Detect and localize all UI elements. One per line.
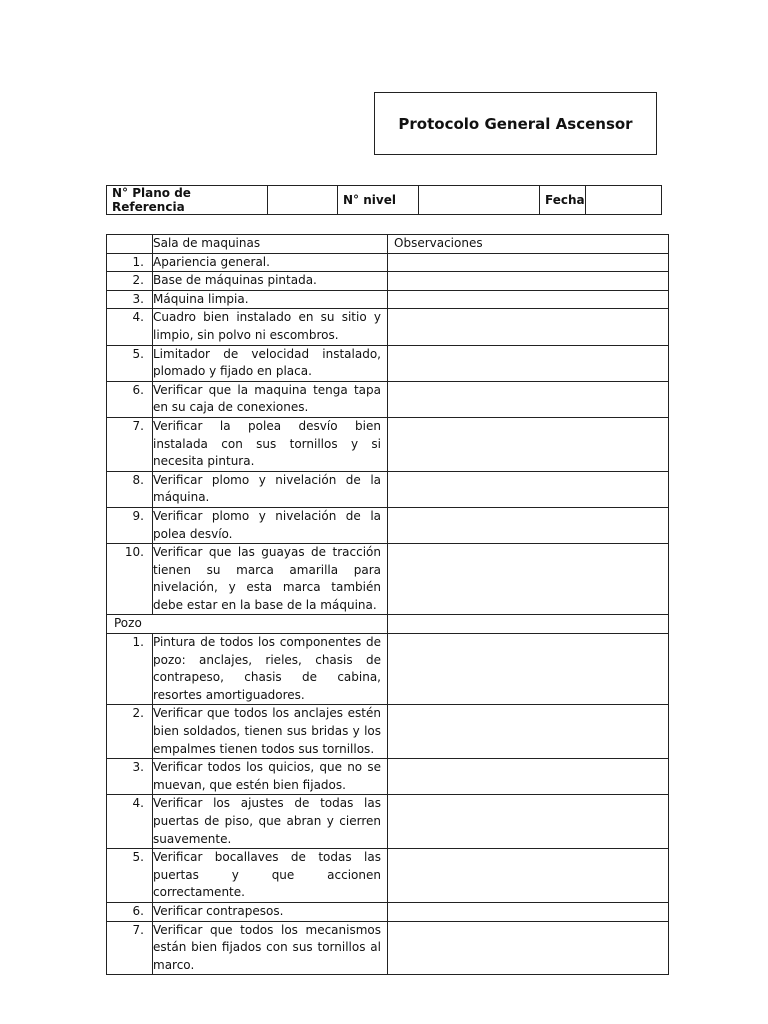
item-text: Verificar plomo y nivelación de la polea desvío. bbox=[153, 507, 388, 543]
item-text: Verificar que todos los anclajes estén bien soldados, tienen sus bridas y los empalmes tienen todos sus tornillos. bbox=[153, 705, 388, 759]
table-row bbox=[107, 471, 669, 507]
observation-cell[interactable] bbox=[388, 471, 669, 507]
table-row bbox=[107, 705, 669, 759]
plano-label: N° Plano de Referencia bbox=[107, 186, 268, 215]
table-row bbox=[107, 507, 669, 543]
observation-cell[interactable] bbox=[388, 902, 669, 921]
observation-cell[interactable] bbox=[388, 309, 669, 345]
item-number: 6. bbox=[107, 381, 153, 417]
observation-cell[interactable] bbox=[388, 795, 669, 849]
observation-cell[interactable] bbox=[388, 634, 669, 705]
table-row bbox=[107, 309, 669, 345]
observation-cell[interactable] bbox=[388, 290, 669, 309]
item-text: Máquina limpia. bbox=[153, 290, 388, 309]
item-text: Verificar que todos los mecanismos están bien fijados con sus tornillos al marco. bbox=[153, 921, 388, 975]
section-sala-body bbox=[107, 253, 669, 615]
item-number: 5. bbox=[107, 849, 153, 903]
item-number: 7. bbox=[107, 921, 153, 975]
item-number: 2. bbox=[107, 272, 153, 291]
nivel-value-field[interactable] bbox=[419, 186, 540, 215]
item-text: Limitador de velocidad instalado, plomado y fijado en placa. bbox=[153, 345, 388, 381]
title-text: Protocolo General Ascensor bbox=[398, 114, 633, 133]
table-row bbox=[107, 921, 669, 975]
observation-cell[interactable] bbox=[388, 417, 669, 471]
item-number: 1. bbox=[107, 634, 153, 705]
item-number: 6. bbox=[107, 902, 153, 921]
table-row bbox=[107, 544, 669, 615]
observation-cell[interactable] bbox=[388, 705, 669, 759]
item-number: 8. bbox=[107, 471, 153, 507]
checklist-table bbox=[106, 234, 669, 975]
item-text: Verificar la polea desvío bien instalada con sus tornillos y si necesita pintura. bbox=[153, 417, 388, 471]
observation-cell[interactable] bbox=[388, 507, 669, 543]
section-pozo-body bbox=[107, 634, 669, 975]
observations-header: Observaciones bbox=[388, 235, 669, 254]
item-number: 10. bbox=[107, 544, 153, 615]
item-number: 3. bbox=[107, 759, 153, 795]
fecha-value-field[interactable] bbox=[586, 186, 662, 215]
observation-cell[interactable] bbox=[388, 921, 669, 975]
observation-cell[interactable] bbox=[388, 381, 669, 417]
reference-table bbox=[106, 185, 662, 215]
item-number: 9. bbox=[107, 507, 153, 543]
item-number: 7. bbox=[107, 417, 153, 471]
item-text: Cuadro bien instalado en su sitio y limpio, sin polvo ni escombros. bbox=[153, 309, 388, 345]
item-text: Verificar que la maquina tenga tapa en su caja de conexiones. bbox=[153, 381, 388, 417]
observation-cell[interactable] bbox=[388, 849, 669, 903]
item-text: Verificar que las guayas de tracción tienen su marca amarilla para nivelación, y esta marca también debe estar en la base de la máquina. bbox=[153, 544, 388, 615]
item-text: Verificar todos los quicios, que no se muevan, que estén bien fijados. bbox=[153, 759, 388, 795]
table-row bbox=[107, 417, 669, 471]
item-number: 4. bbox=[107, 795, 153, 849]
item-number: 2. bbox=[107, 705, 153, 759]
observation-cell[interactable] bbox=[388, 759, 669, 795]
table-row bbox=[107, 272, 669, 291]
section-title-pozo: Pozo bbox=[107, 615, 388, 634]
item-text: Pintura de todos los componentes de pozo: anclajes, rieles, chasis de contrapeso, chasis de cabina, resortes amortiguadores. bbox=[153, 634, 388, 705]
reference-row bbox=[107, 186, 662, 215]
table-row bbox=[107, 634, 669, 705]
observation-cell[interactable] bbox=[388, 345, 669, 381]
item-text: Apariencia general. bbox=[153, 253, 388, 272]
plano-value-field[interactable] bbox=[268, 186, 338, 215]
table-row bbox=[107, 381, 669, 417]
item-text: Verificar plomo y nivelación de la máquina. bbox=[153, 471, 388, 507]
observation-cell[interactable] bbox=[388, 544, 669, 615]
table-row bbox=[107, 849, 669, 903]
item-number: 5. bbox=[107, 345, 153, 381]
fecha-label: Fecha bbox=[540, 186, 586, 215]
item-text: Verificar bocallaves de todas las puertas y que accionen correctamente. bbox=[153, 849, 388, 903]
item-text: Verificar los ajustes de todas las puertas de piso, que abran y cierren suavemente. bbox=[153, 795, 388, 849]
table-row bbox=[107, 290, 669, 309]
table-row bbox=[107, 795, 669, 849]
section-title-sala: Sala de maquinas bbox=[153, 235, 388, 254]
table-row bbox=[107, 902, 669, 921]
observation-cell[interactable] bbox=[388, 253, 669, 272]
table-row bbox=[107, 345, 669, 381]
item-number: 3. bbox=[107, 290, 153, 309]
document-title bbox=[374, 92, 657, 155]
header-number-cell bbox=[107, 235, 153, 254]
item-text: Base de máquinas pintada. bbox=[153, 272, 388, 291]
item-number: 4. bbox=[107, 309, 153, 345]
nivel-label: N° nivel bbox=[338, 186, 419, 215]
table-row bbox=[107, 253, 669, 272]
item-number: 1. bbox=[107, 253, 153, 272]
table-header-row bbox=[107, 235, 669, 254]
item-text: Verificar contrapesos. bbox=[153, 902, 388, 921]
table-row bbox=[107, 759, 669, 795]
observation-cell[interactable] bbox=[388, 272, 669, 291]
section-row-pozo bbox=[107, 615, 669, 634]
observation-cell[interactable] bbox=[388, 615, 669, 634]
